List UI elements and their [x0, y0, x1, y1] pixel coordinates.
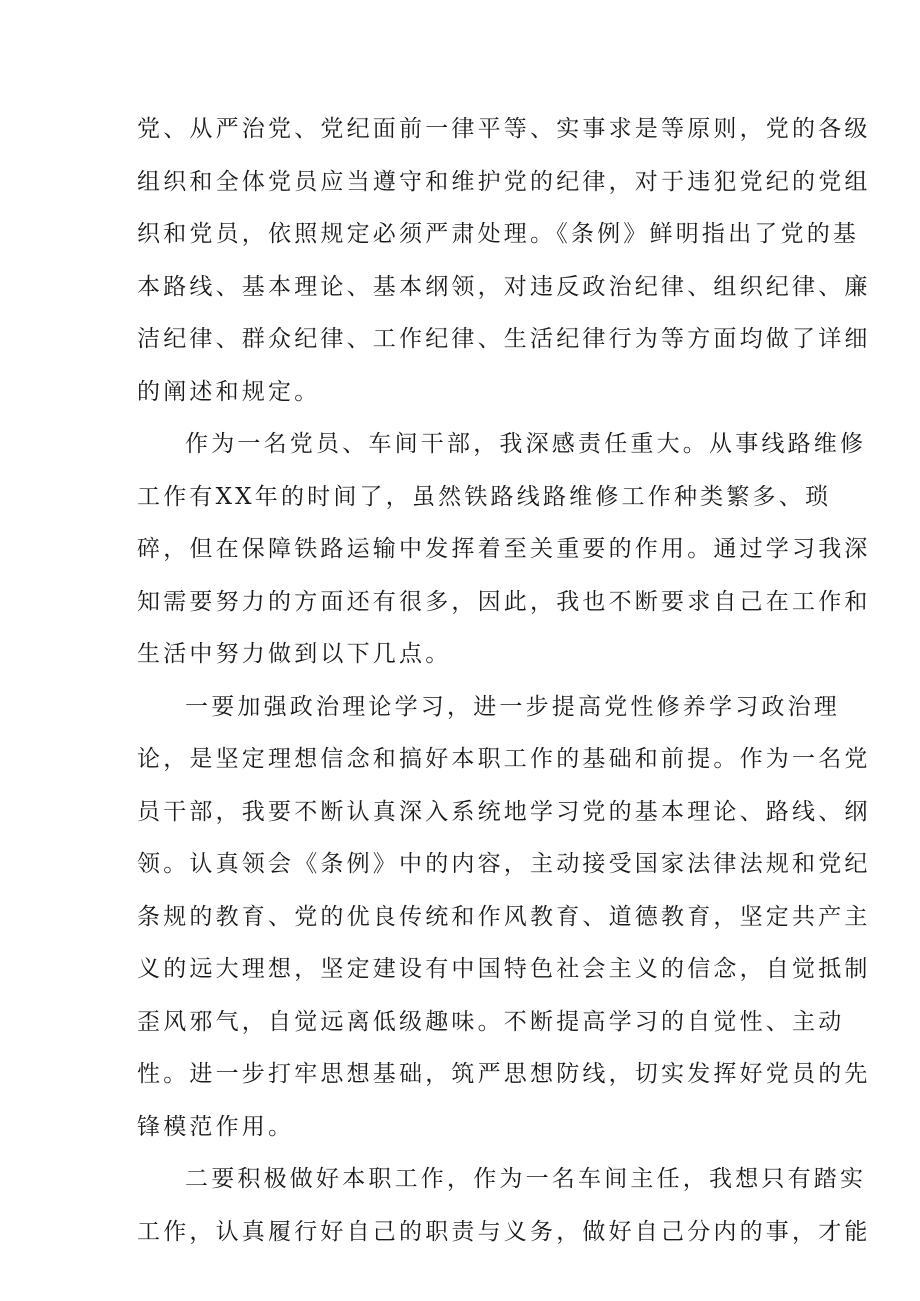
text-line: 生活中努力做到以下几点。: [137, 641, 452, 667]
paragraph-first-line: 一要加强政治理论学习，进一步提高党性修养学习政治理: [185, 693, 840, 720]
text-line: 党、从严治党、党纪面前一律平等、实事求是等原则，党的各级: [137, 116, 871, 142]
text-line: 组织和全体党员应当遵守和维护党的纪律，对于违犯党纪的党组: [137, 168, 871, 195]
text-line: 歪风邪气，自觉远离低级趣味。不断提高学习的自觉性、主动: [137, 1008, 845, 1035]
text-line: 织和党员，依照规定必须严肃处理。《条例》鲜明指出了党的基: [137, 221, 860, 247]
text-line: 洁纪律、群众纪律、工作纪律、生活纪律行为等方面均做了详细: [137, 326, 871, 352]
text-line: 碎，但在保障铁路运输中发挥着至关重要的作用。通过学习我深: [137, 536, 871, 562]
text-line: 知需要努力的方面还有很多，因此，我也不断要求自己在工作和: [137, 588, 871, 615]
text-line: 锋模范作用。: [137, 1113, 295, 1140]
text-line: 性。进一步打牢思想基础，筑严思想防线，切实发挥好党员的先: [137, 1061, 871, 1087]
text-line: 的阐述和规定。: [137, 378, 321, 405]
paragraph-first-line: 作为一名党员、车间干部，我深感责任重大。从事线路维修: [185, 431, 867, 457]
text-line: 领。认真领会《条例》中的内容，主动接受国家法律法规和党纪: [137, 851, 871, 877]
body-text: [137, 103, 871, 1258]
text-line: 论，是坚定理想信念和搞好本职工作的基础和前提。作为一名党: [137, 746, 871, 772]
text-line: 本路线、基本理论、基本纲领，对违反政治纪律、组织纪律、廉: [137, 273, 871, 300]
text-line: 义的远大理想，坚定建设有中国特色社会主义的信念，自觉抵制: [137, 956, 871, 982]
text-line: 条规的教育、党的优良传统和作风教育、道德教育，坚定共产主: [137, 903, 871, 930]
text-line: 工作，认真履行好自己的职责与义务，做好自己分内的事，才能: [137, 1218, 871, 1245]
text-line: 员干部，我要不断认真深入系统地学习党的基本理论、路线、纲: [137, 798, 871, 825]
text-line: 工作有XX年的时间了，虽然铁路线路维修工作种类繁多、琐: [137, 483, 832, 510]
paragraph-first-line: 二要积极做好本职工作，作为一名车间主任，我想只有踏实: [185, 1166, 867, 1192]
